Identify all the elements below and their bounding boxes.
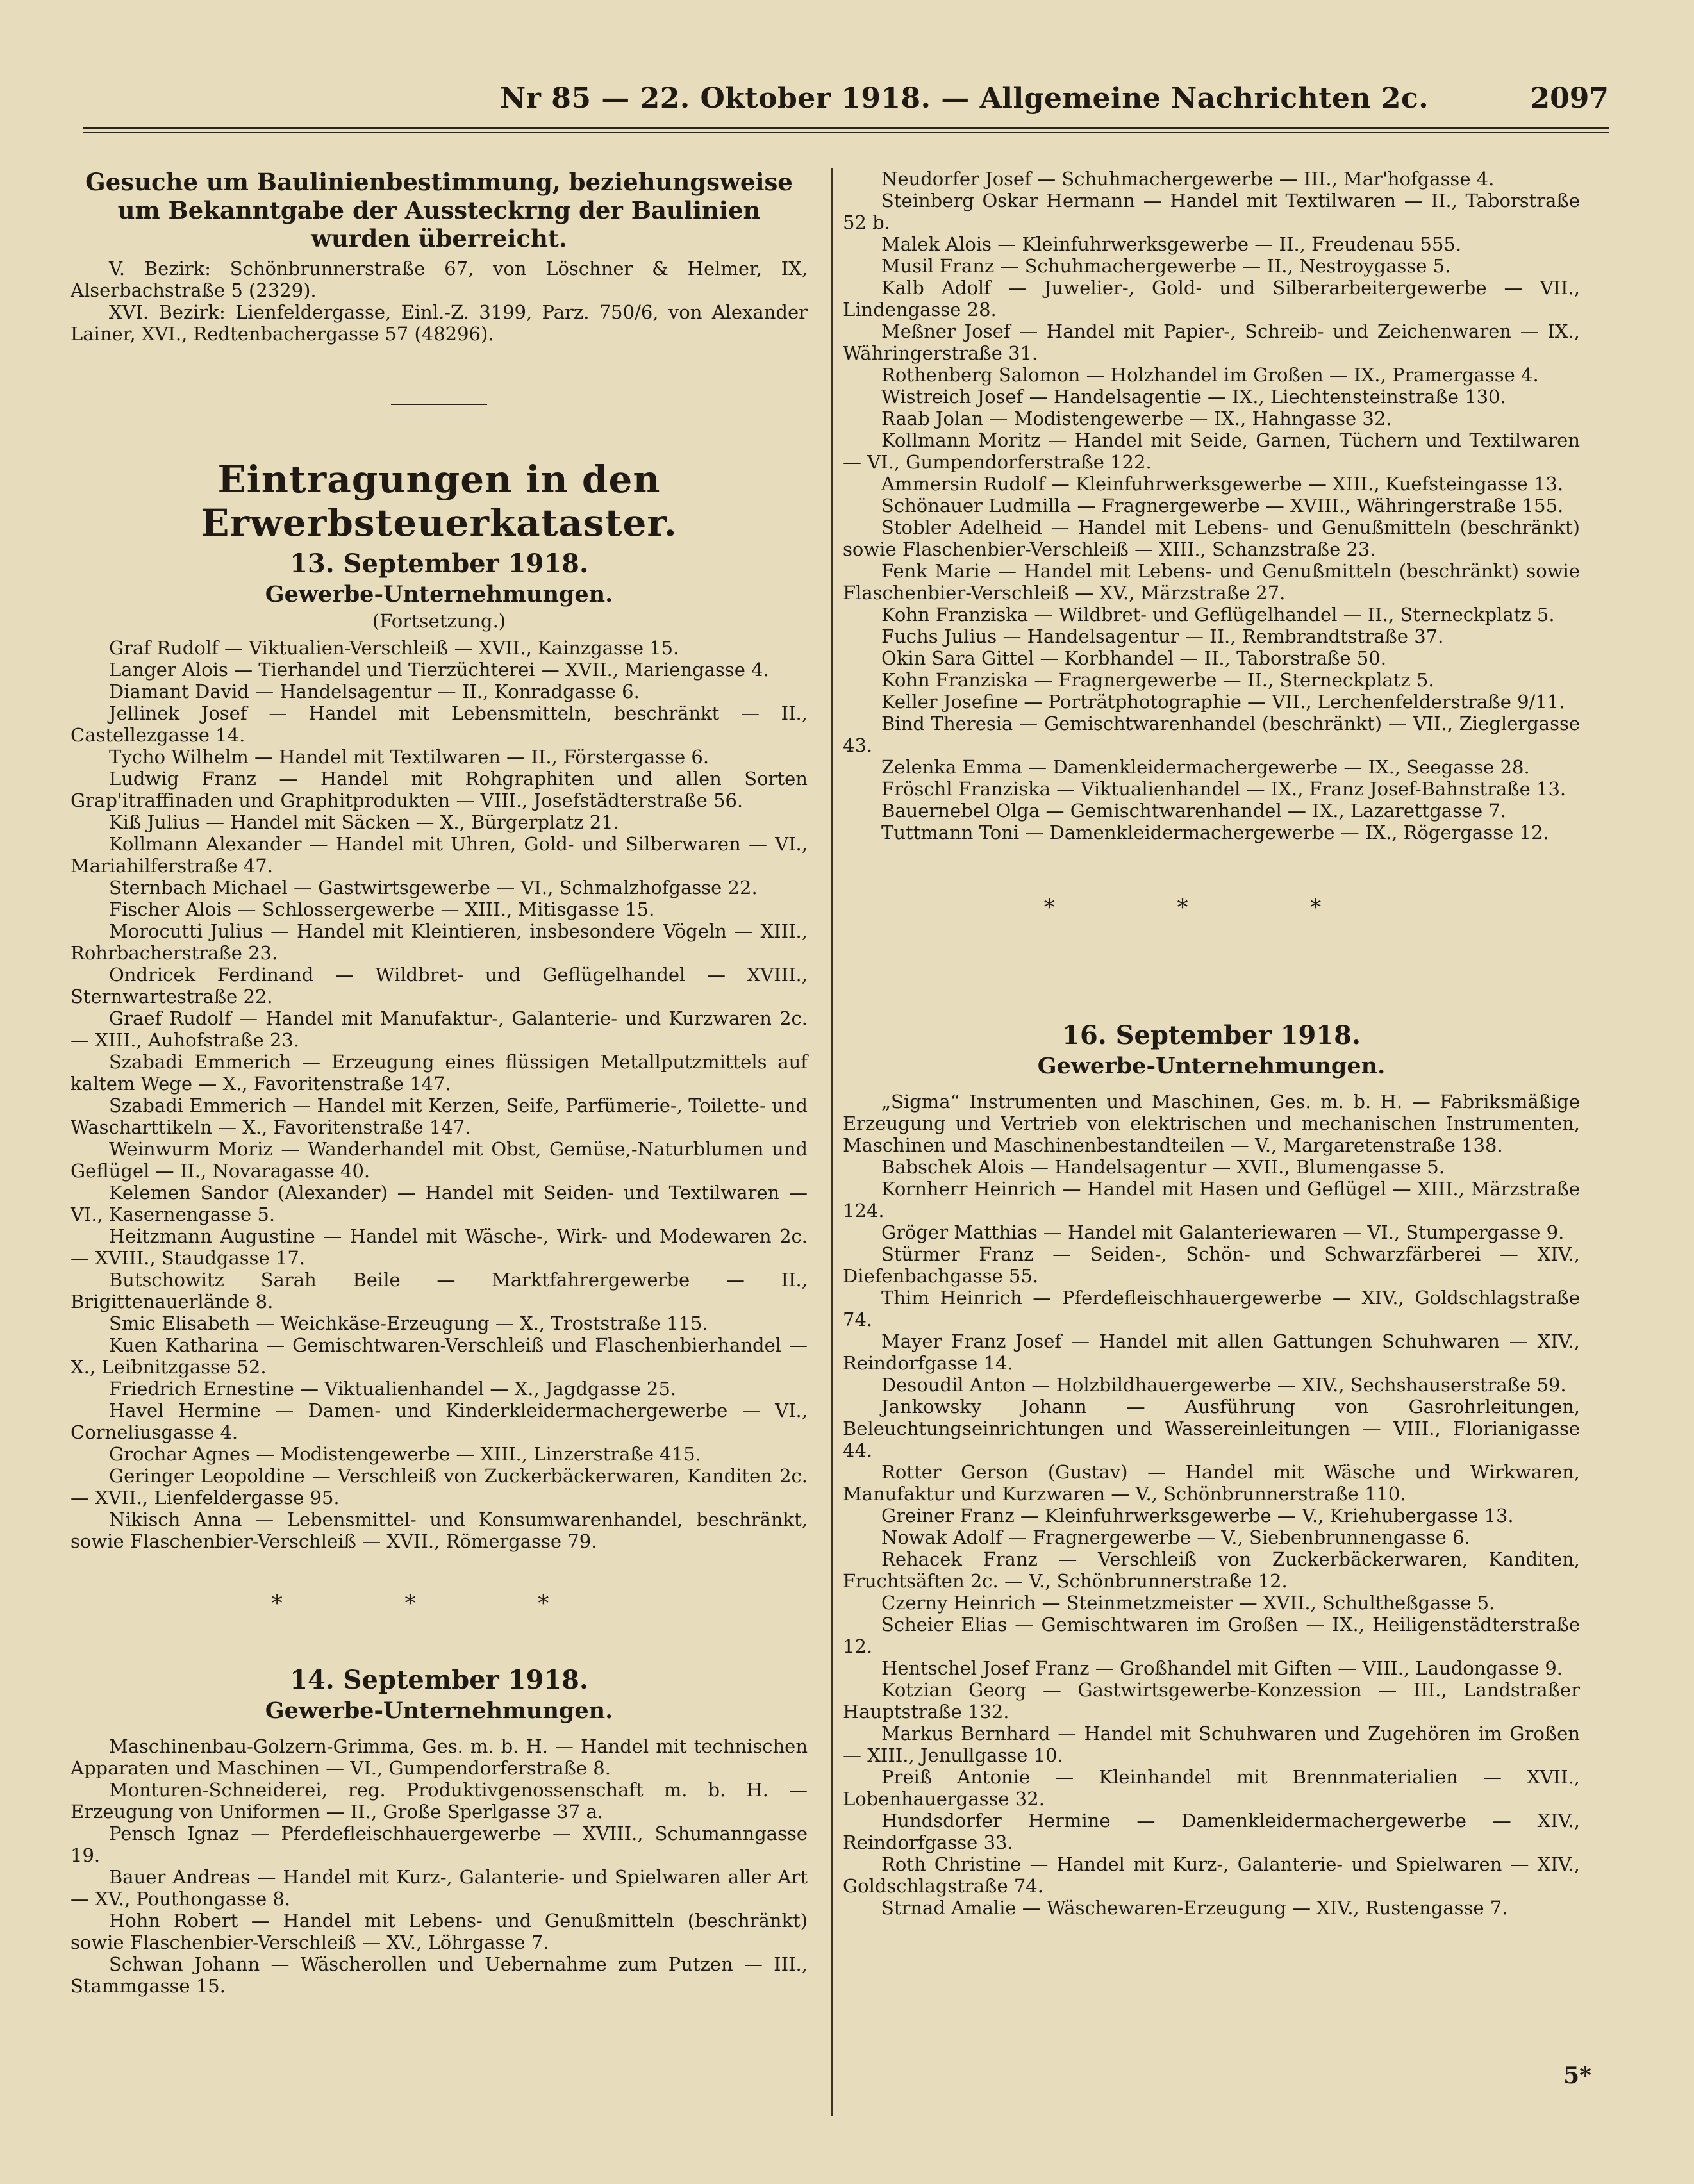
list-item: Monturen-Schneiderei, reg. Produktivgenossenschaft m. b. H. — Erzeugung von Uniformen — II., Große Sperlgasse 37 a.	[71, 1779, 808, 1823]
continued-entries	[843, 168, 1580, 843]
list-item: Raab Jolan — Modistengewerbe — IX., Hahngasse 32.	[881, 408, 1392, 429]
list-item: Havel Hermine — Damen- und Kinderkleidermachergewerbe — VI., Corneliusgasse 4.	[71, 1400, 808, 1443]
list-item: Kohn Franziska — Fragnergewerbe — II., Sterneckplatz 5.	[881, 669, 1434, 691]
list-item: „Sigma“ Instrumenten und Maschinen, Ges. m. b. H. — Fabriksmäßige Erzeugung und Vertrieb von elektrischen und mechanischen Instrumenten, Maschinen und Maschinenbestandteilen — V., Margaretenstraße 138.	[843, 1091, 1580, 1156]
date-heading: 13. September 1918.	[290, 549, 588, 579]
subheading: Gewerbe-Unternehmungen.	[265, 1698, 613, 1724]
list-item: Butschowitz Sarah Beile — Marktfahrergewerbe — II., Brigittenauerlände 8.	[71, 1269, 808, 1312]
list-item: Greiner Franz — Kleinfuhrwerksgewerbe — V., Kriehubergasse 13.	[881, 1505, 1514, 1526]
list-item: Preiß Antonie — Kleinhandel mit Brennmaterialien — XVII., Lobenhauergasse 32.	[843, 1766, 1580, 1810]
left-column	[71, 168, 808, 1997]
list-item: Stürmer Franz — Seiden-, Schön- und Schwarzfärberei — XIV., Diefenbachgasse 55.	[843, 1243, 1580, 1287]
list-item: Zelenka Emma — Damenkleidermachergewerbe — IX., Seegasse 28.	[881, 756, 1530, 778]
list-item: Malek Alois — Kleinfuhrwerksgewerbe — II., Freudenau 555.	[881, 233, 1462, 255]
list-item: Roth Christine — Handel mit Kurz-, Galanterie- und Spielwaren — XIV., Goldschlagstraße 74.	[843, 1853, 1580, 1897]
list-item: Diamant David — Handelsagentur — II., Konradgasse 6.	[109, 681, 640, 702]
list-item: Fuchs Julius — Handelsagentur — II., Rembrandtstraße 37.	[881, 625, 1444, 647]
list-item: Bauer Andreas — Handel mit Kurz-, Galanterie- und Spielwaren aller Art — XV., Pouthongasse 8.	[71, 1866, 808, 1910]
list-item: Tycho Wilhelm — Handel mit Textilwaren — II., Förstergasse 6.	[109, 746, 710, 768]
list-item: Okin Sara Gittel — Korbhandel — II., Taborstraße 50.	[881, 647, 1386, 669]
list-item: Graf Rudolf — Viktualien-Verschleiß — XVII., Kainzgasse 15.	[109, 637, 679, 659]
page-header	[83, 76, 1609, 120]
header-title: Nr 85 — 22. Oktober 1918. — Allgemeine Nachrichten 2c.	[500, 82, 1429, 115]
section-stars: * * *	[271, 1591, 607, 1616]
page-number: 2097	[1530, 82, 1609, 115]
notice-entry: XVI. Bezirk: Lienfeldergasse, Einl.-Z. 3199, Parz. 750/6, von Alexander Lainer, XVI., Redtenbachergasse 57 (48296).	[71, 301, 808, 345]
list-item: Keller Josefine — Porträtphotographie — VII., Lerchenfelderstraße 9/11.	[881, 691, 1565, 713]
list-item: Musil Franz — Schuhmachergewerbe — II., Nestroygasse 5.	[881, 255, 1451, 277]
list-item: Hundsdorfer Hermine — Damenkleidermachergewerbe — XIV., Reindorfgasse 33.	[843, 1810, 1580, 1853]
section-title: Eintragungen in den Erwerbsteuerkataster.	[201, 458, 677, 545]
list-item: Jankowsky Johann — Ausführung von Gasrohrleitungen, Beleuchtungseinrichtungen und Wassereinleitungen — VIII., Florianigasse 44.	[843, 1396, 1580, 1461]
subheading: Gewerbe-Unternehmungen.	[1037, 1053, 1386, 1079]
list-item: Steinberg Oskar Hermann — Handel mit Textilwaren — II., Taborstraße 52 b.	[843, 190, 1580, 233]
list-item: Weinwurm Moriz — Wanderhandel mit Obst, Gemüse,-Naturblumen und Geflügel — II., Novaragasse 40.	[71, 1138, 808, 1182]
list-item: Grochar Agnes — Modistengewerbe — XIII., Linzerstraße 415.	[109, 1443, 701, 1465]
notice-title: Gesuche um Baulinienbestimmung, beziehungsweise um Bekanntgabe der Aussteckrng der Baulinien wurden überreicht.	[85, 168, 793, 252]
list-item: Wistreich Josef — Handelsagentie — IX., Liechtensteinstraße 130.	[881, 386, 1506, 408]
subheading: Gewerbe-Unternehmungen.	[265, 581, 613, 608]
list-item: Ammersin Rudolf — Kleinfuhrwerksgewerbe — XIII., Kuefsteingasse 13.	[881, 473, 1564, 495]
list-item: Hohn Robert — Handel mit Lebens- und Genußmitteln (beschränkt) sowie Flaschenbier-Verschleiß — XV., Löhrgasse 7.	[71, 1910, 808, 1953]
list-item: Scheier Elias — Gemischtwaren im Großen — IX., Heiligenstädterstraße 12.	[843, 1614, 1580, 1657]
list-item: Babschek Alois — Handelsagentur — XVII., Blumengasse 5.	[881, 1156, 1445, 1178]
continuation-note: (Fortsetzung.)	[372, 610, 506, 632]
list-item: Desoudil Anton — Holzbildhauergewerbe — XIV., Sechshauserstraße 59.	[881, 1374, 1566, 1396]
header-rule-bottom	[83, 132, 1609, 133]
list-item: Kollmann Alexander — Handel mit Uhren, Gold- und Silberwaren — VI., Mariahilferstraße 47.	[71, 833, 808, 877]
right-column	[843, 168, 1580, 1919]
list-item: Schönauer Ludmilla — Fragnergewerbe — XVIII., Währingerstraße 155.	[881, 495, 1564, 517]
list-item: Mayer Franz Josef — Handel mit allen Gattungen Schuhwaren — XIV., Reindorfgasse 14.	[843, 1330, 1580, 1374]
list-item: Smic Elisabeth — Weichkäse-Erzeugung — X., Troststraße 115.	[109, 1312, 708, 1334]
list-item: Nowak Adolf — Fragnergewerbe — V., Siebenbrunnengasse 6.	[881, 1526, 1470, 1548]
list-item: Kelemen Sandor (Alexander) — Handel mit Seiden- und Textilwaren — VI., Kasernengasse 5.	[71, 1182, 808, 1225]
list-item: Pensch Ignaz — Pferdefleischhauergewerbe — XVIII., Schumanngasse 19.	[71, 1823, 808, 1866]
list-item: Langer Alois — Tierhandel und Tierzüchterei — XVII., Mariengasse 4.	[109, 659, 769, 681]
list-item: Rothenberg Salomon — Holzhandel im Großen — IX., Pramergasse 4.	[881, 364, 1539, 386]
list-item: Ondricek Ferdinand — Wildbret- und Geflügelhandel — XVIII., Sternwartestraße 22.	[71, 964, 808, 1007]
section-sep16	[843, 1020, 1580, 1919]
list-item: Nikisch Anna — Lebensmittel- und Konsumwarenhandel, beschränkt, sowie Flaschenbier-Verschleiß — XVII., Römergasse 79.	[71, 1509, 808, 1552]
list-item: Geringer Leopoldine — Verschleiß von Zuckerbäckerwaren, Kanditen 2c. — XVII., Lienfeldergasse 95.	[71, 1465, 808, 1509]
signature-mark: 5*	[1563, 2062, 1591, 2089]
list-item: Heitzmann Augustine — Handel mit Wäsche-, Wirk- und Modewaren 2c. — XVIII., Staudgasse 17.	[71, 1225, 808, 1269]
list-item: Friedrich Ernestine — Viktualienhandel — X., Jagdgasse 25.	[109, 1378, 677, 1400]
list-item: Ludwig Franz — Handel mit Rohgraphiten und allen Sorten Grap'itraffinaden und Graphitprodukten — VIII., Josefstädterstraße 56.	[71, 768, 808, 811]
list-item: Morocutti Julius — Handel mit Kleintieren, insbesondere Vögeln — XIII., Rohrbacherstraße 23.	[71, 920, 808, 964]
list-item: Maschinenbau-Golzern-Grimma, Ges. m. b. H. — Handel mit technischen Apparaten und Maschinen — VI., Gumpendorferstraße 8.	[71, 1735, 808, 1779]
list-item: Markus Bernhard — Handel mit Schuhwaren und Zugehören im Großen — XIII., Jenullgasse 10.	[843, 1723, 1580, 1766]
list-item: Bauernebel Olga — Gemischtwarenhandel — IX., Lazarettgasse 7.	[881, 800, 1507, 822]
list-item: Stobler Adelheid — Handel mit Lebens- und Genußmitteln (beschränkt) sowie Flaschenbier-Verschleiß — XIII., Schanzstraße 23.	[843, 517, 1580, 560]
list-item: Tuttmann Toni — Damenkleidermachergewerbe — IX., Rögergasse 12.	[881, 822, 1549, 843]
list-item: Graef Rudolf — Handel mit Manufaktur-, Galanterie- und Kurzwaren 2c. — XIII., Auhofstraße 23.	[71, 1007, 808, 1051]
list-item: Gröger Matthias — Handel mit Galanteriewaren — VI., Stumpergasse 9.	[881, 1221, 1565, 1243]
section-sep13	[71, 549, 808, 1552]
notice-entry: V. Bezirk: Schönbrunnerstraße 67, von Löschner & Helmer, IX, Alserbachstraße 5 (2329).	[71, 258, 808, 301]
list-item: Fischer Alois — Schlossergewerbe — XIII., Mitisgasse 15.	[109, 898, 655, 920]
column-divider	[831, 168, 833, 2116]
list-item: Hentschel Josef Franz — Großhandel mit Giften — VIII., Laudongasse 9.	[881, 1657, 1563, 1679]
list-item: Szabadi Emmerich — Handel mit Kerzen, Seife, Parfümerie-, Toilette- und Wascharttikeln — X., Favoritenstraße 147.	[71, 1095, 808, 1138]
list-item: Kornherr Heinrich — Handel mit Hasen und Geflügel — XIII., Märzstraße 124.	[843, 1178, 1580, 1221]
list-item: Rotter Gerson (Gustav) — Handel mit Wäsche und Wirkwaren, Manufaktur und Kurzwaren — V., Schönbrunnerstraße 110.	[843, 1461, 1580, 1505]
list-item: Kollmann Moritz — Handel mit Seide, Garnen, Tüchern und Textilwaren — VI., Gumpendorferstraße 122.	[843, 429, 1580, 473]
list-item: Meßner Josef — Handel mit Papier-, Schreib- und Zeichenwaren — IX., Währingerstraße 31.	[843, 320, 1580, 364]
list-item: Czerny Heinrich — Steinmetzmeister — XVII., Schultheßgasse 5.	[881, 1592, 1495, 1614]
list-item: Strnad Amalie — Wäschewaren-Erzeugung — XIV., Rustengasse 7.	[881, 1897, 1508, 1919]
list-item: Bind Theresia — Gemischtwarenhandel (beschränkt) — VII., Zieglergasse 43.	[843, 713, 1580, 756]
section-stars: * * *	[1043, 895, 1379, 920]
list-item: Fröschl Franziska — Viktualienhandel — IX., Franz Josef-Bahnstraße 13.	[881, 778, 1566, 800]
section-sep14	[71, 1665, 808, 1997]
list-item: Rehacek Franz — Verschleiß von Zuckerbäckerwaren, Kanditen, Fruchtsäften 2c. — V., Schönbrunnerstraße 12.	[843, 1548, 1580, 1592]
date-heading: 14. September 1918.	[290, 1665, 588, 1695]
list-item: Sternbach Michael — Gastwirtsgewerbe — VI., Schmalzhofgasse 22.	[109, 877, 758, 898]
list-item: Schwan Johann — Wäscherollen und Uebernahme zum Putzen — III., Stammgasse 15.	[71, 1953, 808, 1997]
list-item: Thim Heinrich — Pferdefleischhauergewerbe — XIV., Goldschlagstraße 74.	[843, 1287, 1580, 1330]
list-item: Kuen Katharina — Gemischtwaren-Verschleiß und Flaschenbierhandel — X., Leibnitzgasse 52.	[71, 1334, 808, 1378]
list-item: Kotzian Georg — Gastwirtsgewerbe-Konzession — III., Landstraßer Hauptstraße 132.	[843, 1679, 1580, 1723]
list-item: Jellinek Josef — Handel mit Lebensmitteln, beschränkt — II., Castellezgasse 14.	[71, 702, 808, 746]
list-item: Neudorfer Josef — Schuhmachergewerbe — III., Mar'hofgasse 4.	[881, 168, 1495, 190]
list-item: Szabadi Emmerich — Erzeugung eines flüssigen Metallputzmittels auf kaltem Wege — X., Favoritenstraße 147.	[71, 1051, 808, 1095]
list-item: Kiß Julius — Handel mit Säcken — X., Bürgerplatz 21.	[109, 811, 619, 833]
list-item: Kohn Franziska — Wildbret- und Geflügelhandel — II., Sterneckplatz 5.	[881, 604, 1555, 625]
header-rule-top	[83, 127, 1609, 129]
list-item: Kalb Adolf — Juwelier-, Gold- und Silberarbeitergewerbe — VII., Lindengasse 28.	[843, 277, 1580, 320]
date-heading: 16. September 1918.	[1062, 1020, 1361, 1050]
list-item: Fenk Marie — Handel mit Lebens- und Genußmitteln (beschränkt) sowie Flaschenbier-Verschleiß — XV., Märzstraße 27.	[843, 560, 1580, 604]
baulinien-notice	[71, 168, 808, 345]
